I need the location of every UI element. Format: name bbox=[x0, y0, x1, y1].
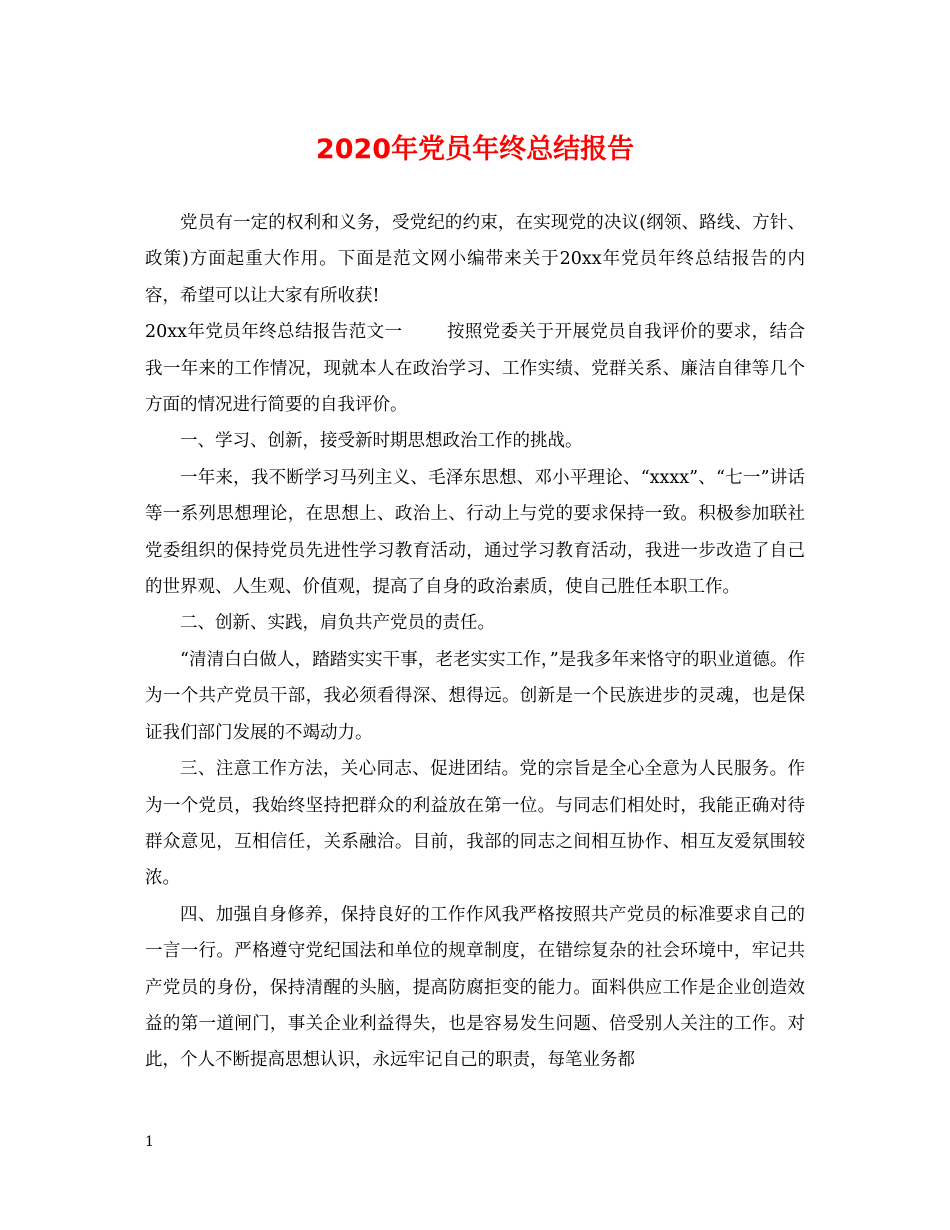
sample-body: 按照党委关于开展党员自我评价的要求，结合我一年来的工作情况，现就本人在政治学习、工作实绩、党群关系、廉洁自律等几个方面的情况进行简要的自我评价。 bbox=[145, 322, 805, 416]
page-number: 1 bbox=[145, 1134, 154, 1150]
document-title: 2020年党员年终总结报告 bbox=[315, 134, 635, 165]
section2-heading: 二、创新、实践，肩负共产党员的责任。 bbox=[180, 613, 495, 634]
section1-body: 一年来，我不断学习马列主义、毛泽东思想、邓小平理论、“xxxx”、“七一”讲话等一系列思想理论，在思想上、政治上、行动上与党的要求保持一致。积极参加联社党委组织的保持党员先进性学习教育活动，通过学习教育活动，我进一步改造了自己的世界观、人生观、价值观，提高了自身的政治素质，使自己胜任本职工作。 bbox=[145, 467, 805, 598]
paragraph-intro: 党员有一定的权利和义务，受党纪的约束，在实现党的决议(纲领、路线、方针、政策)方面起重大作用。下面是范文网小编带来关于20xx年党员年终总结报告的内容，希望可以让大家有所收获! bbox=[145, 213, 805, 306]
paragraph-sample bbox=[145, 314, 805, 423]
section4-paragraph: 四、加强自身修养，保持良好的工作作风我严格按照共产党员的标准要求自己的一言一行。严格遵守党纪国法和单位的规章制度，在错综复杂的社会环境中，牢记共产党员的身份，保持清醒的头脑，提高防腐拒变的能力。面料供应工作是企业创造效益的第一道闸门，事关企业利益得失，也是容易发生问题、倍受别人关注的工作。对此，个人不断提高思想认识，永远牢记自己的职责，每笔业务都 bbox=[145, 904, 805, 1071]
section3-paragraph: 三、注意工作方法，关心同志、促进团结。党的宗旨是全心全意为人民服务。作为一个党员，我始终坚持把群众的利益放在第一位。与同志们相处时，我能正确对待群众意见，互相信任，关系融洽。目前，我部的同志之间相互协作、相互友爱氛围较浓。 bbox=[145, 759, 805, 889]
sample-heading: 20xx年党员年终总结报告范文一 bbox=[145, 322, 403, 343]
section1-heading: 一、学习、创新，接受新时期思想政治工作的挑战。 bbox=[180, 431, 583, 452]
document-body bbox=[145, 205, 805, 1079]
section2-body: “清清白白做人，踏踏实实干事，老老实实工作，”是我多年来恪守的职业道德。作为一个共产党员干部，我必须看得深、想得远。创新是一个民族进步的灵魂，也是保证我们部门发展的不竭动力。 bbox=[145, 649, 805, 743]
